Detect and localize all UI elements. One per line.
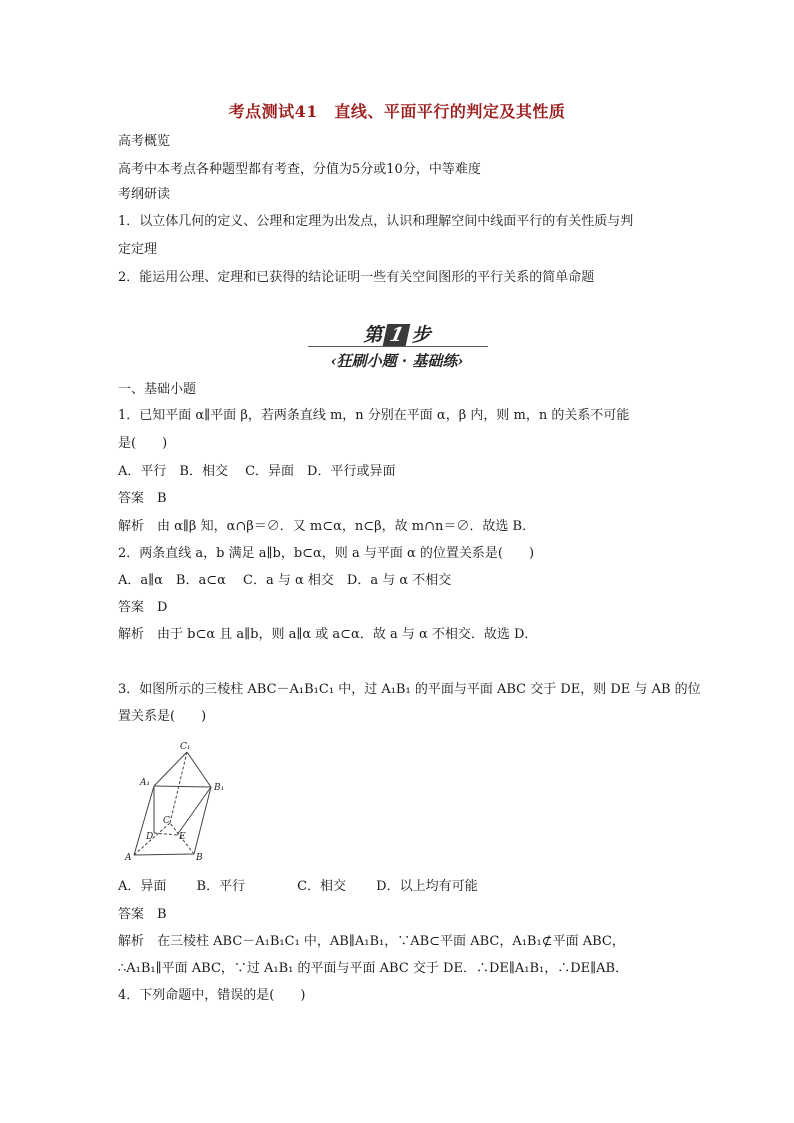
label-b1: B₁ — [214, 783, 225, 793]
q1-analysis: 解析 由 α∥β 知，α∩β＝∅．又 m⊂α，n⊂β，故 m∩n＝∅．故选 B． — [118, 519, 536, 534]
q3-analysis-line2: ∴A₁B₁∥平面 ABC，∵过 A₁B₁ 的平面与平面 ABC 交于 DE．∴DE∥A₁B₁，∴DE∥AB． — [118, 961, 629, 976]
q3-analysis-line1: 解析 在三棱柱 ABC－A₁B₁C₁ 中，AB∥A₁B₁，∵AB⊂平面 ABC，A₁B₁⊄平面 ABC， — [118, 934, 625, 949]
label-b: B — [196, 853, 203, 862]
q2-analysis: 解析 由于 b⊂α 且 a∥b，则 a∥α 或 a⊂α．故 a 与 α 不相交．故选 D． — [118, 627, 538, 642]
q3-options: A．异面 B．平行 C．相交 D．以上均有可能 — [118, 879, 478, 894]
step-divider — [308, 346, 488, 347]
label-c1: C₁ — [180, 742, 191, 752]
edge-b1-b — [194, 787, 211, 854]
overview-text: 高考中本考点各种题型都有考查，分值为5分或10分，中等难度 — [118, 162, 481, 177]
prism-figure — [118, 738, 228, 862]
step-heading — [317, 320, 477, 346]
q1-answer: 答案 B — [118, 491, 167, 506]
edge-c1-a1 — [154, 752, 187, 786]
step-subtitle: ‹狂刷小题 · 基础练› — [330, 352, 464, 370]
page-title: 考点测试41 直线、平面平行的判定及其性质 — [228, 102, 566, 121]
q2-stem: 2．两条直线 a，b 满足 a∥b，b⊂α，则 a 与平面 α 的位置关系是( ) — [118, 546, 535, 561]
label-a1: A₁ — [140, 778, 151, 788]
edge-a1-a — [134, 786, 154, 855]
overview-label: 高考概览 — [118, 134, 171, 149]
q4-stem: 4．下列命题中，错误的是( ) — [118, 988, 306, 1003]
q2-answer: 答案 D — [118, 600, 168, 615]
q2-options: A．a∥α B．a⊂α C．a 与 α 相交 D．a 与 α 不相交 — [118, 573, 452, 588]
edge-c1-c — [170, 752, 187, 823]
q1-options: A．平行 B．相交 C．异面 D．平行或异面 — [118, 464, 396, 479]
step-number: 1 — [383, 324, 411, 346]
label-c: C — [163, 816, 170, 826]
syllabus-item-1: 1．以立体几何的定义、公理和定理为出发点，认识和理解空间中线面平行的有关性质与判 — [118, 214, 634, 229]
q3-answer: 答案 B — [118, 907, 167, 922]
edge-a1-b1 — [154, 786, 211, 787]
section-heading: 一、基础小题 — [118, 382, 197, 397]
step-suffix: 步 — [411, 324, 431, 346]
edge-a-b — [134, 854, 194, 855]
label-a: A — [125, 853, 132, 862]
label-e: E — [179, 832, 186, 842]
q3-stem-line2: 置关系是( ) — [118, 709, 207, 724]
syllabus-item-2: 2．能运用公理、定理和已获得的结论证明一些有关空间图形的平行关系的简单命题 — [118, 270, 595, 285]
label-d: D — [146, 832, 154, 842]
syllabus-label: 考纲研读 — [118, 187, 171, 202]
q1-stem-line2: 是( ) — [118, 436, 168, 451]
q3-stem-line1: 3．如图所示的三棱柱 ABC－A₁B₁C₁ 中，过 A₁B₁ 的平面与平面 ABC 交于 DE，则 DE 与 AB 的位 — [118, 682, 701, 697]
q1-stem-line1: 1．已知平面 α∥平面 β，若两条直线 m，n 分别在平面 α，β 内，则 m，n 的关系不可能 — [118, 408, 630, 423]
edge-c1-b1 — [187, 752, 211, 787]
step-banner — [0, 320, 794, 372]
edge-b1-e — [177, 787, 211, 835]
step-prefix: 第 — [363, 324, 383, 346]
syllabus-item-1-cont: 定定理 — [118, 242, 158, 257]
